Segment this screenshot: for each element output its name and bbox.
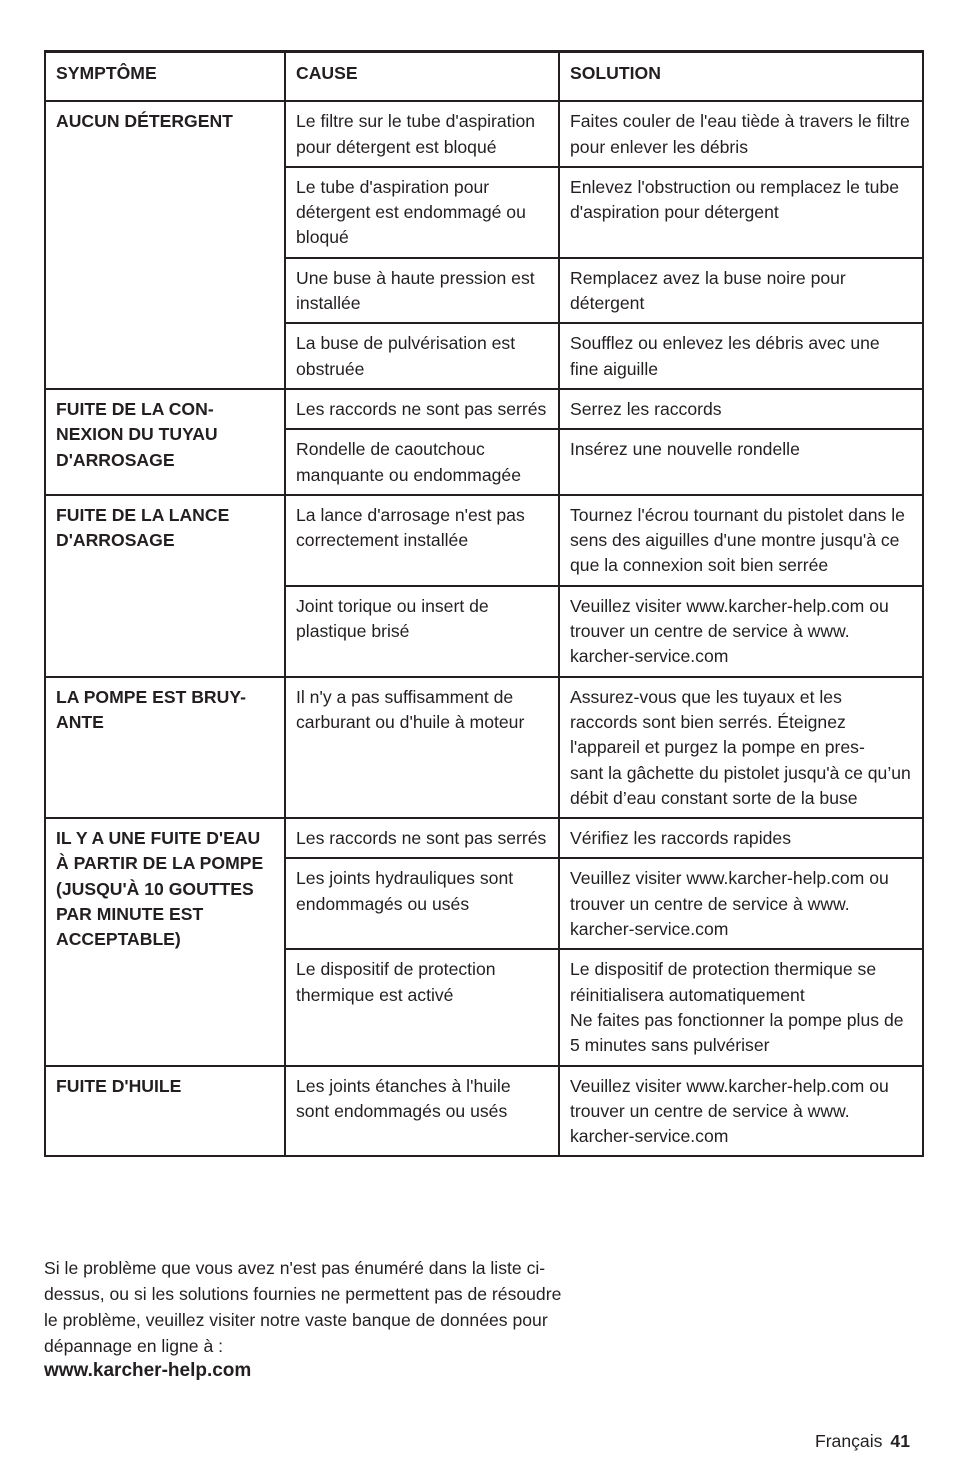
- header-symptom: SYMPTÔME: [45, 52, 285, 102]
- page-footer: [815, 1431, 910, 1452]
- solution-cell: Soufflez ou enlevez les débris avec une fine aiguille: [559, 323, 923, 389]
- cause-cell: Il n'y a pas suffisamment de carburant ou d'huile à moteur: [285, 677, 559, 818]
- table-row: [45, 677, 923, 818]
- table-row: [45, 101, 923, 167]
- table-row: [45, 389, 923, 429]
- cause-cell: Une buse à haute pression est installée: [285, 258, 559, 324]
- cause-cell: La buse de pulvérisation est obstruée: [285, 323, 559, 389]
- cause-cell: Rondelle de caoutchouc manquante ou endommagée: [285, 429, 559, 495]
- symptom-cell: FUITE DE LA CON- NEXION DU TUYAU D'ARROSAGE: [45, 389, 285, 495]
- symptom-cell: FUITE DE LA LANCE D'ARROSAGE: [45, 495, 285, 677]
- footer-language: Français: [814, 1431, 883, 1451]
- page-number: 41: [890, 1431, 910, 1451]
- troubleshooting-table: [44, 50, 924, 1157]
- solution-cell: Assurez-vous que les tuyaux et les raccords sont bien serrés. Éteignez l'appareil et purgez la pompe en pres- sant la gâchette du pistolet jusqu'à ce qu’un débit d’eau constant sorte de la buse: [559, 677, 923, 818]
- header-solution: SOLUTION: [559, 52, 923, 102]
- solution-cell: Le dispositif de protection thermique se réinitialisera automatiquement Ne faites pas fonctionner la pompe plus de 5 minutes sans pulvériser: [559, 949, 923, 1065]
- solution-cell: Faites couler de l'eau tiède à travers le filtre pour enlever les débris: [559, 101, 923, 167]
- header-cause: CAUSE: [285, 52, 559, 102]
- solution-cell: Insérez une nouvelle rondelle: [559, 429, 923, 495]
- solution-cell: Veuillez visiter www.karcher-help.com ou trouver un centre de service à www. karcher-service.com: [559, 586, 923, 677]
- cause-cell: Le dispositif de protection thermique est activé: [285, 949, 559, 1065]
- help-note: [44, 1255, 564, 1383]
- solution-cell: Veuillez visiter www.karcher-help.com ou trouver un centre de service à www. karcher-service.com: [559, 1066, 923, 1157]
- table-row: [45, 495, 923, 586]
- cause-cell: Les joints hydrauliques sont endommagés ou usés: [285, 858, 559, 949]
- cause-cell: Joint torique ou insert de plastique brisé: [285, 586, 559, 677]
- cause-cell: Les raccords ne sont pas serrés: [285, 818, 559, 858]
- symptom-cell: IL Y A UNE FUITE D'EAU À PARTIR DE LA POMPE (JUSQU'À 10 GOUTTES PAR MINUTE EST ACCEPTABLE): [45, 818, 285, 1065]
- solution-cell: Remplacez avez la buse noire pour détergent: [559, 258, 923, 324]
- solution-cell: Serrez les raccords: [559, 389, 923, 429]
- cause-cell: Le filtre sur le tube d'aspiration pour détergent est bloqué: [285, 101, 559, 167]
- solution-cell: Veuillez visiter www.karcher-help.com ou trouver un centre de service à www. karcher-service.com: [559, 858, 923, 949]
- solution-cell: Tournez l'écrou tournant du pistolet dans le sens des aiguilles d'une montre jusqu'à ce que la connexion soit bien serrée: [559, 495, 923, 586]
- cause-cell: Les raccords ne sont pas serrés: [285, 389, 559, 429]
- help-note-text: Si le problème que vous avez n'est pas énuméré dans la liste ci-dessus, ou si les solutions fournies ne permettent pas de résoudre le problème, veuillez visiter notre vaste banque de données pour dépannage en ligne à :: [44, 1258, 562, 1356]
- cause-cell: La lance d'arrosage n'est pas correctement installée: [285, 495, 559, 586]
- solution-cell: Enlevez l'obstruction ou remplacez le tube d'aspiration pour détergent: [559, 167, 923, 258]
- symptom-cell: LA POMPE EST BRUY- ANTE: [45, 677, 285, 818]
- table-header-row: [45, 52, 923, 102]
- help-url-link[interactable]: www.karcher-help.com: [44, 1360, 252, 1381]
- table-body: [45, 101, 923, 1156]
- cause-cell: Les joints étanches à l'huile sont endommagés ou usés: [285, 1066, 559, 1157]
- symptom-cell: AUCUN DÉTERGENT: [45, 101, 285, 389]
- table-row: [45, 818, 923, 858]
- cause-cell: Le tube d'aspiration pour détergent est endommagé ou bloqué: [285, 167, 559, 258]
- table-row: [45, 1066, 923, 1157]
- symptom-cell: FUITE D'HUILE: [45, 1066, 285, 1157]
- solution-cell: Vérifiez les raccords rapides: [559, 818, 923, 858]
